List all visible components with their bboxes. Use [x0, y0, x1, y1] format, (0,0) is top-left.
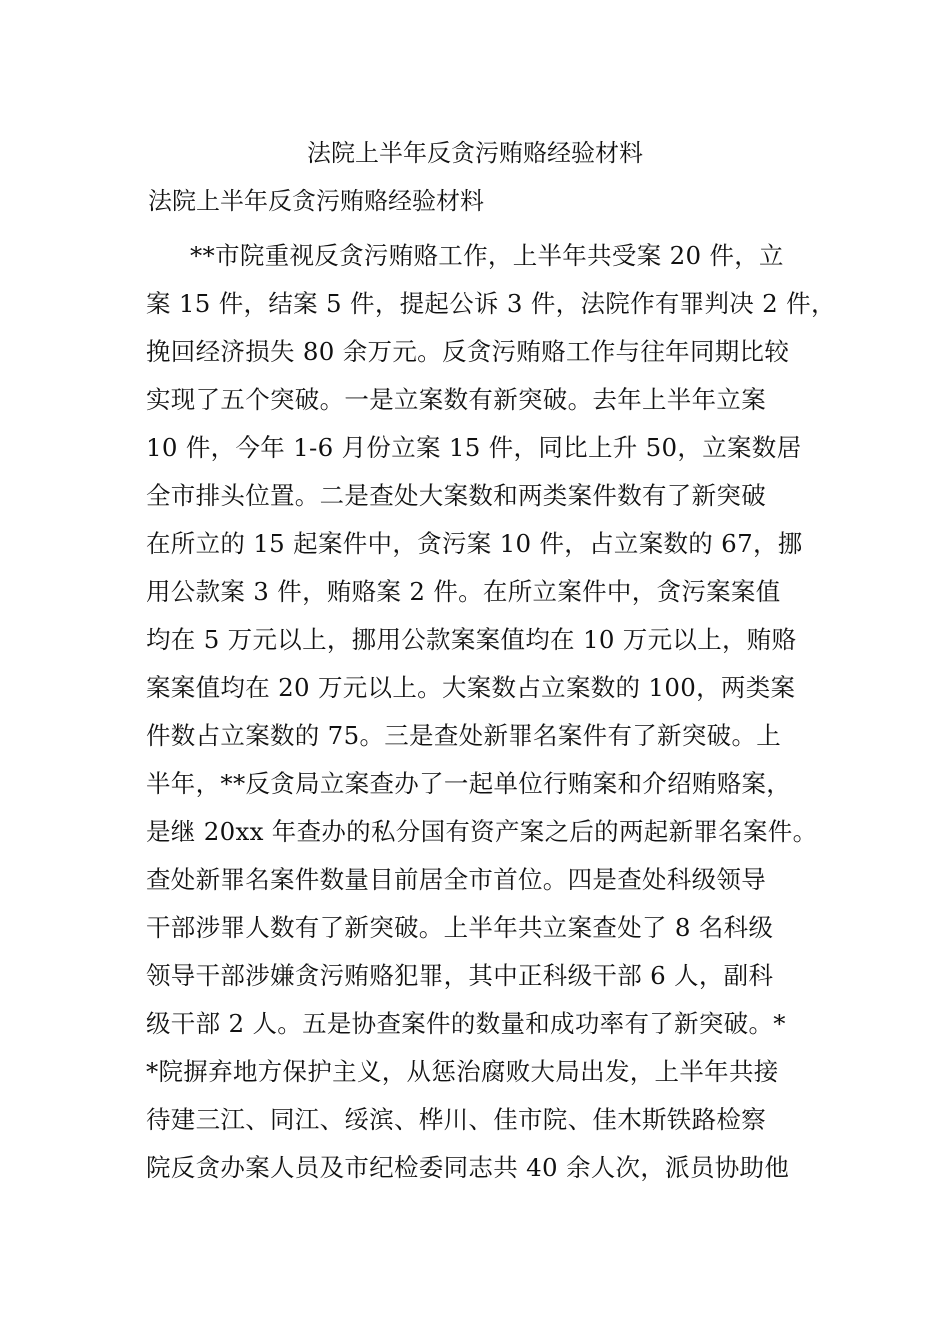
body-line: 是继 20xx 年查办的私分国有资产案之后的两起新罪名案件。	[146, 817, 818, 846]
body-line: *院摒弃地方保护主义，从惩治腐败大局出发，上半年共接	[146, 1057, 779, 1086]
body-line: 半年，**反贪局立案查办了一起单位行贿案和介绍贿赂案，	[146, 769, 792, 798]
body-line: 查处新罪名案件数量目前居全市首位。四是查处科级领导	[146, 865, 766, 894]
document-body	[146, 232, 836, 1192]
body-line: 案 15 件，结案 5 件，提起公诉 3 件，法院作有罪判决 2 件，	[146, 289, 836, 318]
body-line: **市院重视反贪污贿赂工作，上半年共受案 20 件，立	[190, 241, 784, 270]
body-line: 院反贪办案人员及市纪检委同志共 40 余人次，派员协助他	[146, 1153, 790, 1182]
body-line: 案案值均在 20 万元以上。大案数占立案数的 100，两类案	[146, 673, 796, 702]
body-line: 用公款案 3 件，贿赂案 2 件。在所立案件中，贪污案案值	[146, 577, 781, 606]
body-line: 件数占立案数的 75。三是查处新罪名案件有了新突破。上	[146, 721, 782, 750]
body-line: 领导干部涉嫌贪污贿赂犯罪，其中正科级干部 6 人，副科	[146, 961, 774, 990]
body-line: 实现了五个突破。一是立案数有新突破。去年上半年立案	[146, 385, 766, 414]
body-line: 在所立的 15 起案件中，贪污案 10 件，占立案数的 67，挪	[146, 529, 803, 558]
body-line: 待建三江、同江、绥滨、桦川、佳市院、佳木斯铁路检察	[146, 1105, 766, 1134]
body-line: 挽回经济损失 80 余万元。反贪污贿赂工作与往年同期比较	[146, 337, 790, 366]
document-subtitle: 法院上半年反贪污贿赂经验材料	[148, 187, 484, 215]
body-line: 级干部 2 人。五是协查案件的数量和成功率有了新突破。*	[146, 1009, 786, 1038]
body-line: 10 件，今年 1-6 月份立案 15 件，同比上升 50，立案数居	[146, 433, 802, 462]
body-line: 全市排头位置。二是查处大案数和两类案件数有了新突破	[146, 481, 766, 510]
body-line: 均在 5 万元以上，挪用公款案案值均在 10 万元以上，贿赂	[146, 625, 797, 654]
document-title: 法院上半年反贪污贿赂经验材料	[307, 139, 643, 167]
body-line: 干部涉罪人数有了新突破。上半年共立案查处了 8 名科级	[146, 913, 774, 942]
